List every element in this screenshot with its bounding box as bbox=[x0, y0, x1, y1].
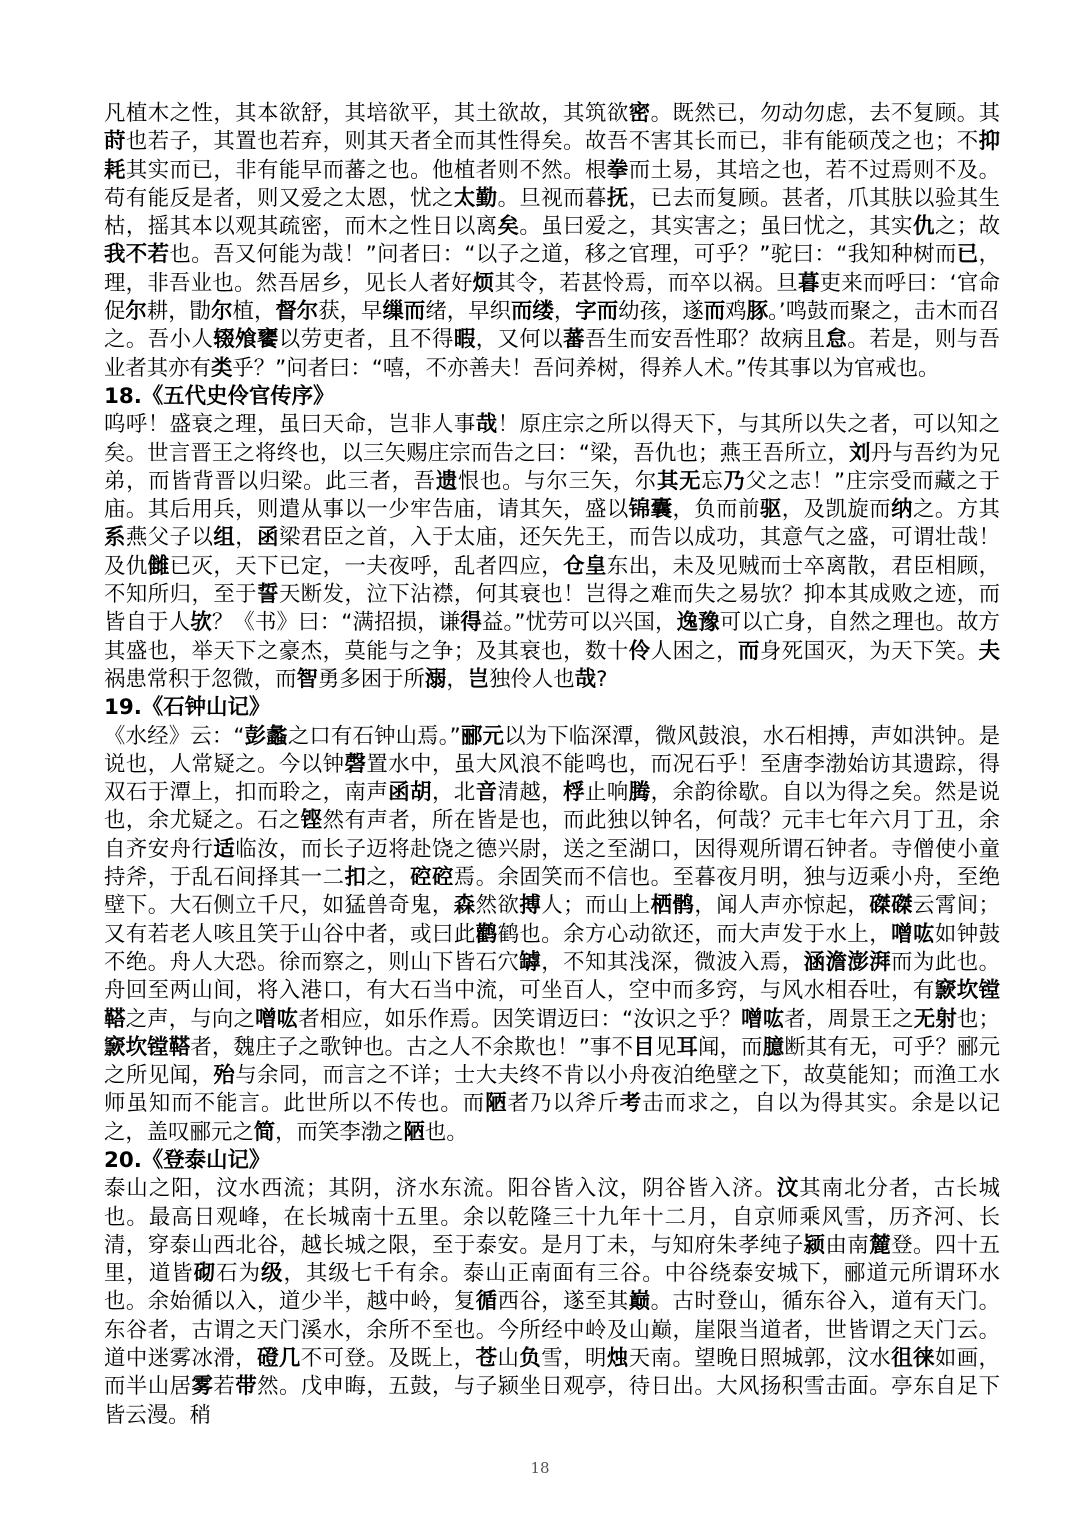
key-character: 缫而 bbox=[382, 299, 426, 325]
key-character: 臆 bbox=[762, 1034, 785, 1060]
key-character: 桴 bbox=[563, 780, 586, 806]
key-character: 彭蠡 bbox=[244, 723, 288, 749]
paragraph-zhongshu: 凡植木之性，其本欲舒，其培欲平，其土欲故，其筑欲密。既然已，勿动勿虑，去不复顾。其莳也若子，其置也若弃，则其天者全而其性得矣。故吾不害其长而已，非有能硕茂之也；不抑耗其实而已，非有能早而蕃之也。他植者则不然。根拳而土易，其培之也，若不过焉则不及。苟有能反是者，则又爱之太恩，忧之太勤。旦视而暮抚，已去而复顾。甚者，爪其肤以验其生枯，摇其本以观其疏密，而木之性日以离矣。虽曰爱之，其实害之；虽曰忧之，其实仇之；故我不若也。吾又何能为哉！”问者曰：“以子之道，移之官理，可乎？”驼曰：“我知种树而已，理，非吾业也。然吾居乡，见长人者好烦其令，若甚怜焉，而卒以祸。旦暮吏来而呼曰：‘官命促尔耕，勖尔植，督尔获，早缫而绪，早织而缕，字而幼孩，遂而鸡豚。’鸣鼓而聚之，击木而召之。吾小人辍飧饔以劳吏者，且不得暇，又何以蕃吾生而安吾性耶？故病且怠。若是，则与吾业者其亦有类乎？”问者曰：“嘻，不亦善夫！吾问养树，得养人术。”传其事以为官戒也。 bbox=[104, 101, 1000, 381]
key-character: 耳 bbox=[676, 1034, 698, 1060]
key-character: 抚 bbox=[606, 185, 629, 211]
key-character: 窾坎镗鞳 bbox=[104, 978, 1000, 1032]
key-character: 密 bbox=[628, 101, 651, 126]
key-character: 哉 bbox=[475, 412, 498, 438]
key-character: 豚 bbox=[746, 299, 769, 325]
key-character: 辍飧饔 bbox=[213, 327, 279, 353]
key-character: 郦元 bbox=[460, 723, 505, 749]
section-heading-20: 20.《登泰山记》 bbox=[104, 1147, 271, 1173]
key-character: 锦囊 bbox=[628, 497, 673, 523]
key-character: 哉 bbox=[574, 666, 597, 692]
key-character: 伶 bbox=[628, 638, 651, 664]
key-character: 考 bbox=[619, 1091, 643, 1117]
key-character: 仇 bbox=[912, 214, 935, 240]
key-character: 莳 bbox=[104, 129, 126, 155]
key-character: 噌吰 bbox=[891, 921, 935, 947]
key-character: 陋 bbox=[403, 1119, 425, 1145]
key-character: 函胡 bbox=[388, 780, 432, 806]
key-character: 遗 bbox=[435, 468, 458, 494]
key-character: 负 bbox=[519, 1346, 542, 1372]
key-character: 音 bbox=[475, 780, 498, 806]
key-character: 尔 bbox=[211, 299, 233, 325]
key-character: 我不若 bbox=[104, 242, 170, 268]
key-character: 蕃 bbox=[563, 327, 586, 353]
key-character: 暇 bbox=[453, 327, 476, 353]
key-character: 拳 bbox=[606, 157, 629, 183]
key-character: 颍 bbox=[803, 1232, 826, 1258]
key-character: 督尔 bbox=[275, 299, 319, 325]
key-character: 烦 bbox=[472, 270, 495, 296]
key-character: 目 bbox=[633, 1034, 655, 1060]
key-character: 尔 bbox=[125, 299, 147, 325]
key-character: 夫 bbox=[978, 638, 1000, 664]
key-character: 栖鹘 bbox=[650, 893, 695, 919]
key-character: 无射 bbox=[913, 1006, 957, 1032]
key-character: 殆 bbox=[213, 1063, 236, 1089]
key-character: 窾坎镗鞳 bbox=[104, 1034, 191, 1060]
key-character: 怠 bbox=[825, 327, 848, 353]
key-character: 函 bbox=[257, 525, 279, 551]
key-character: 已 bbox=[956, 242, 979, 268]
key-character: 扣 bbox=[344, 865, 367, 891]
key-character: 磬 bbox=[344, 751, 367, 777]
key-character: 砌 bbox=[193, 1261, 217, 1287]
page-number: 18 bbox=[530, 1459, 550, 1477]
key-character: 欤 bbox=[190, 610, 212, 636]
key-character: 陋 bbox=[485, 1091, 508, 1117]
key-character: 噌吰 bbox=[255, 1006, 299, 1032]
key-character: 得 bbox=[460, 610, 482, 636]
key-character: 誓 bbox=[257, 582, 279, 608]
key-character: 适 bbox=[213, 836, 236, 862]
key-character: 涵澹澎湃 bbox=[803, 949, 892, 975]
key-character: 而 bbox=[703, 299, 726, 325]
section-heading-18: 18.《五代史伶官传序》 bbox=[104, 383, 335, 409]
key-character: 罅 bbox=[519, 949, 542, 975]
key-character: 硿硿 bbox=[410, 865, 454, 891]
key-character: 巅 bbox=[628, 1289, 651, 1315]
key-character: 而 bbox=[738, 638, 760, 664]
key-character: 噌吰 bbox=[741, 1006, 785, 1032]
key-character: 级 bbox=[261, 1261, 284, 1287]
key-character: 驱 bbox=[759, 497, 782, 523]
key-character: 抑耗 bbox=[104, 129, 1000, 183]
section-heading-19: 19.《石钟山记》 bbox=[104, 695, 271, 721]
key-character: 烛 bbox=[606, 1346, 629, 1372]
key-character: 字而 bbox=[575, 299, 619, 325]
key-character: 鹳 bbox=[475, 921, 498, 947]
key-character: 腾 bbox=[628, 780, 651, 806]
paragraph-dengtaishan: 泰山之阳，汶水西流；其阴，济水东流。阳谷皆入汶，阴谷皆入济。汶其南北分者，古长城也。最高日观峰，在长城南十五里。余以乾隆三十九年十二月，自京师乘风雪，历齐河、长清，穿泰山西北谷，越长城之限，至于泰安。是月丁未，与知府朱孝纯子颍由南麓登。四十五里，道皆砌石为级，其级七千有余。泰山正南面有三谷。中谷绕泰安城下，郦道元所谓环水也。余始循以入，道少半，越中岭，复循西谷，遂至其巅。古时登山，循东谷入，道有天门。东谷者，古谓之天门溪水，余所不至也。今所经中岭及山巅，崖限当道者，世皆谓之天门云。道中迷雾冰滑，磴几不可登。及既上，苍山负雪，明烛天南。望晚日照城郭，汶水徂徕如画，而半山居雾若带然。戊申晦，五鼓，与子颍坐日观亭，待日出。大风扬积雪击面。亭东自足下皆云漫。稍 bbox=[104, 1176, 1000, 1428]
key-character: 矣 bbox=[497, 214, 520, 240]
paragraph-lingguan: 呜呼！盛衰之理，虽曰天命，岂非人事哉！原庄宗之所以得天下，与其所以失之者，可以知之矣。世言晋王之将终也，以三矢赐庄宗而告之曰：“梁，吾仇也；燕王吾所立，刘丹与吾约为兄弟，而皆背晋以归梁。此三者，吾遗恨也。与尔三矢，尔其无忘乃父之志！”庄宗受而藏之于庙。其后用兵，则遣从事以一少牢告庙，请其矢，盛以锦囊，负而前驱，及凯旋而纳之。方其系燕父子以组，函梁君臣之首，入于太庙，还矢先王，而告以成功，其意气之盛，可谓壮哉！及仇雠已灭，天下已定，一夫夜呼，乱者四应，仓皇东出，未及见贼而士卒离散，君臣相顾，不知所归，至于誓天断发，泣下沾襟，何其衰也！岂得之难而失之易欤？抑本其成败之迹，而皆自于人欤？《书》曰：“满招损，谦得益。”忧劳可以兴国，逸豫可以亡身，自然之理也。故方其盛也，举天下之豪杰，莫能与之争；及其衰也，数十伶人困之，而身死国灭，为天下笑。夫祸患常积于忽微，而智勇多困于所溺，岂独伶人也哉? bbox=[104, 412, 1000, 692]
key-character: 磴几 bbox=[257, 1346, 301, 1372]
key-character: 麓 bbox=[869, 1232, 892, 1258]
key-character: 搏 bbox=[519, 893, 542, 919]
key-character: 岂 bbox=[467, 666, 490, 692]
key-character: 智 bbox=[296, 666, 318, 692]
paragraph-shizhongshan: 《水经》云：“彭蠡之口有石钟山焉。”郦元以为下临深潭，微风鼓浪，水石相搏，声如洪钟。是说也，人常疑之。今以钟磬置水中，虽大风浪不能鸣也，而况石乎！至唐李渤始访其遗踪，得双石于潭上，扣而聆之，南声函胡，北音清越，桴止响腾，余韵徐歇。自以为得之矣。然是说也，余尤疑之。石之铿然有声者，所在皆是也，而此独以钟名，何哉？元丰七年六月丁丑，余自齐安舟行适临汝，而长子迈将赴饶之德兴尉，送之至湖口，因得观所谓石钟者。寺僧使小童持斧，于乱石间择其一二扣之，硿硿焉。余固笑而不信也。至暮夜月明，独与迈乘小舟，至绝壁下。大石侧立千尺，如猛兽奇鬼，森然欲搏人；而山上栖鹘，闻人声亦惊起，磔磔云霄间；又有若老人咳且笑于山谷中者，或曰此鹳鹤也。余方心动欲还，而大声发于水上，噌吰如钟鼓不绝。舟人大恐。徐而察之，则山下皆石穴罅，不知其浅深，微波入焉，涵澹澎湃而为此也。舟回至两山间，将入港口，有大石当中流，可坐百人，空中而多窍，与风水相吞吐，有窾坎镗鞳之声，与向之噌吰者相应，如乐作焉。因笑谓迈曰：“汝识之乎？噌吰者，周景王之无射也；窾坎镗鞳者，魏庄子之歌钟也。古之人不余欺也！”事不目见耳闻，而臆断其有无，可乎？郦元之所见闻，殆与余同，而言之不详；士大夫终不肯以小舟夜泊绝壁之下，故莫能知；而渔工水师虽知而不能言。此世所以不传也。而陋者乃以斧斤考击而求之，自以为得其实。余是以记之，盖叹郦元之简，而笑李渤之陋也。 bbox=[104, 723, 1000, 1145]
key-character: 循 bbox=[475, 1289, 498, 1315]
key-character: 带 bbox=[235, 1374, 258, 1400]
key-character: 磔磔 bbox=[869, 893, 913, 919]
key-character: 系 bbox=[104, 525, 126, 551]
key-character: 乃 bbox=[723, 468, 746, 494]
key-character: 徂徕 bbox=[891, 1346, 935, 1372]
key-character: 刘 bbox=[849, 440, 871, 466]
key-character: 组 bbox=[213, 525, 236, 551]
key-character: 简 bbox=[253, 1119, 276, 1145]
key-character: 溺 bbox=[424, 666, 447, 692]
key-character: 雠 bbox=[147, 553, 170, 579]
key-character: 而缕 bbox=[511, 299, 554, 325]
key-character: 纳 bbox=[891, 497, 913, 523]
key-character: 森 bbox=[453, 893, 476, 919]
key-character: 雾 bbox=[191, 1374, 214, 1400]
key-character: 铿 bbox=[300, 808, 323, 834]
key-character: 类 bbox=[210, 355, 233, 381]
key-character: 太勤 bbox=[453, 185, 498, 211]
key-character: 逸豫 bbox=[676, 610, 720, 636]
key-character: 暮 bbox=[797, 270, 820, 296]
key-character: 汶 bbox=[776, 1176, 800, 1202]
key-character: 苍 bbox=[475, 1346, 498, 1372]
key-character: 其无 bbox=[657, 468, 702, 494]
key-character: 仓皇 bbox=[563, 553, 607, 579]
